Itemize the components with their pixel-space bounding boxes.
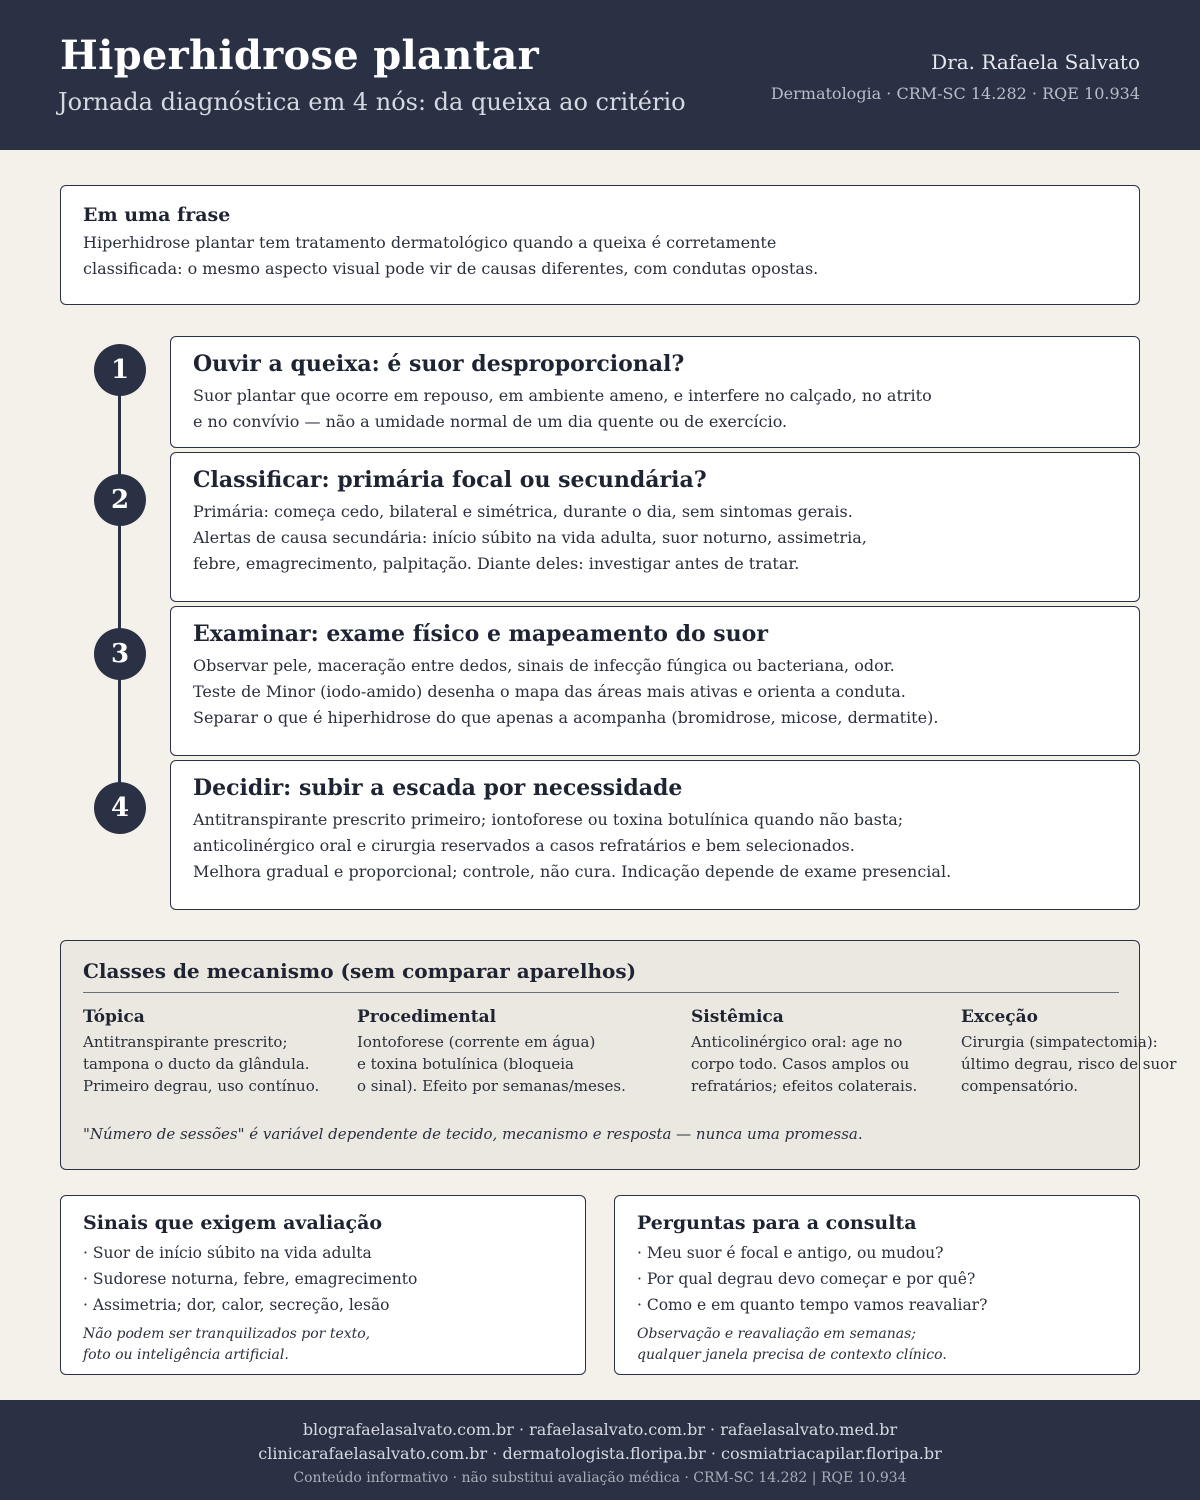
step-card-3 bbox=[170, 606, 1140, 756]
mechanism-line: Antitranspirante prescrito; bbox=[83, 1033, 288, 1051]
step-line: e no convívio — não a umidade normal de um dia quente ou de exercício. bbox=[193, 412, 788, 431]
questions-heading: Perguntas para a consulta bbox=[637, 1212, 917, 1234]
step-line: febre, emagrecimento, palpitação. Diante deles: investigar antes de tratar. bbox=[193, 554, 800, 573]
step-title: Examinar: exame físico e mapeamento do suor bbox=[193, 621, 768, 647]
mechanism-name: Procedimental bbox=[357, 1007, 497, 1027]
divider bbox=[83, 992, 1119, 993]
mechanism-column-procedimental bbox=[357, 1007, 626, 1097]
summary-line: Hiperhidrose plantar tem tratamento dermatológico quando a queixa é corretamente bbox=[83, 233, 777, 252]
summary-card bbox=[60, 185, 1140, 305]
note-line: Observação e reavaliação em semanas; bbox=[637, 1326, 916, 1342]
step-number-1: 1 bbox=[94, 344, 146, 396]
footer bbox=[0, 1400, 1200, 1500]
mechanism-name: Exceção bbox=[961, 1007, 1038, 1027]
step-line: Melhora gradual e proporcional; controle, não cura. Indicação depende de exame presencial. bbox=[193, 862, 952, 881]
warning-signs-note bbox=[83, 1324, 563, 1366]
page-subtitle: Jornada diagnóstica em 4 nós: da queixa ao critério bbox=[58, 88, 686, 116]
mechanism-name: Tópica bbox=[83, 1007, 145, 1027]
note-line: foto ou inteligência artificial. bbox=[83, 1347, 289, 1363]
header-banner bbox=[0, 0, 1200, 150]
mechanism-column-excecao bbox=[961, 1007, 1176, 1097]
step-line: Suor plantar que ocorre em repouso, em ambiente ameno, e interfere no calçado, no atrito bbox=[193, 386, 932, 405]
mechanism-column-topica bbox=[83, 1007, 319, 1097]
step-line: Separar o que é hiperhidrose do que apenas a acompanha (bromidrose, micose, dermatite). bbox=[193, 708, 939, 727]
page-title: Hiperhidrose plantar bbox=[60, 32, 540, 79]
step-number-3: 3 bbox=[94, 628, 146, 680]
mechanism-line: Primeiro degrau, uso contínuo. bbox=[83, 1077, 320, 1095]
step-number-2: 2 bbox=[94, 474, 146, 526]
summary-line: classificada: o mesmo aspecto visual pode vir de causas diferentes, com condutas opostas. bbox=[83, 259, 819, 278]
mechanism-line: refratários; efeitos colaterais. bbox=[691, 1077, 918, 1095]
footer-links: clinicarafaelasalvato.com.br · dermatologista.floripa.br · cosmiatriacapilar.floripa.br bbox=[258, 1444, 942, 1463]
timeline-connector bbox=[118, 370, 121, 810]
mechanism-line: compensatório. bbox=[961, 1077, 1078, 1095]
list-item: · Assimetria; dor, calor, secreção, lesão bbox=[83, 1296, 390, 1314]
mechanism-line: o sinal). Efeito por semanas/meses. bbox=[357, 1077, 626, 1095]
mechanism-line: Cirurgia (simpatectomia): bbox=[961, 1033, 1158, 1051]
step-title: Decidir: subir a escada por necessidade bbox=[193, 775, 683, 801]
questions-note bbox=[637, 1324, 1117, 1366]
mechanism-column-sistemica bbox=[691, 1007, 917, 1097]
warning-signs-card bbox=[60, 1195, 586, 1375]
questions-card bbox=[614, 1195, 1140, 1375]
step-line: Antitranspirante prescrito primeiro; iontoforese ou toxina botulínica quando não basta; bbox=[193, 810, 904, 829]
mechanism-line: Iontoforese (corrente em água) bbox=[357, 1033, 596, 1051]
step-card-2 bbox=[170, 452, 1140, 602]
note-line: Não podem ser tranquilizados por texto, bbox=[83, 1326, 371, 1342]
mechanism-line: último degrau, risco de suor bbox=[961, 1055, 1177, 1073]
doctor-name: Dra. Rafaela Salvato bbox=[931, 50, 1140, 74]
step-line: Observar pele, maceração entre dedos, sinais de infecção fúngica ou bacteriana, odor. bbox=[193, 656, 895, 675]
mechanism-line: Anticolinérgico oral: age no bbox=[691, 1033, 903, 1051]
list-item: · Sudorese noturna, febre, emagrecimento bbox=[83, 1270, 418, 1288]
step-number-4: 4 bbox=[94, 782, 146, 834]
mechanism-line: corpo todo. Casos amplos ou bbox=[691, 1055, 910, 1073]
list-item: · Por qual degrau devo começar e por quê? bbox=[637, 1270, 976, 1288]
footer-links: blografaelasalvato.com.br · rafaelasalvato.com.br · rafaelasalvato.med.br bbox=[302, 1420, 898, 1439]
note-line: qualquer janela precisa de contexto clínico. bbox=[637, 1347, 947, 1363]
step-title: Classificar: primária focal ou secundária? bbox=[193, 467, 707, 493]
doctor-credentials: Dermatologia · CRM-SC 14.282 · RQE 10.934 bbox=[770, 84, 1140, 103]
warning-signs-heading: Sinais que exigem avaliação bbox=[83, 1212, 383, 1234]
step-line: Alertas de causa secundária: início súbito na vida adulta, suor noturno, assimetria, bbox=[193, 528, 867, 547]
footer-disclaimer: Conteúdo informativo · não substitui avaliação médica · CRM-SC 14.282 | RQE 10.934 bbox=[293, 1470, 907, 1486]
step-line: Teste de Minor (iodo-amido) desenha o mapa das áreas mais ativas e orienta a conduta. bbox=[193, 682, 906, 701]
mechanism-heading: Classes de mecanismo (sem comparar aparelhos) bbox=[83, 959, 637, 983]
summary-heading: Em uma frase bbox=[83, 204, 231, 226]
questions-list bbox=[637, 1240, 1117, 1318]
mechanism-name: Sistêmica bbox=[691, 1007, 784, 1027]
mechanism-note: "Número de sessões" é variável dependente de tecido, mecanismo e resposta — nunca uma promessa. bbox=[83, 1125, 863, 1143]
step-card-1 bbox=[170, 336, 1140, 448]
list-item: · Como e em quanto tempo vamos reavaliar? bbox=[637, 1296, 988, 1314]
mechanism-line: e toxina botulínica (bloqueia bbox=[357, 1055, 574, 1073]
step-card-4 bbox=[170, 760, 1140, 910]
step-line: anticolinérgico oral e cirurgia reservados a casos refratários e bem selecionados. bbox=[193, 836, 855, 855]
mechanism-line: tampona o ducto da glândula. bbox=[83, 1055, 310, 1073]
warning-signs-list bbox=[83, 1240, 563, 1318]
step-title: Ouvir a queixa: é suor desproporcional? bbox=[193, 351, 685, 377]
mechanism-panel bbox=[60, 940, 1177, 1170]
step-line: Primária: começa cedo, bilateral e simétrica, durante o dia, sem sintomas gerais. bbox=[193, 502, 853, 521]
list-item: · Meu suor é focal e antigo, ou mudou? bbox=[637, 1244, 944, 1262]
list-item: · Suor de início súbito na vida adulta bbox=[83, 1244, 372, 1262]
